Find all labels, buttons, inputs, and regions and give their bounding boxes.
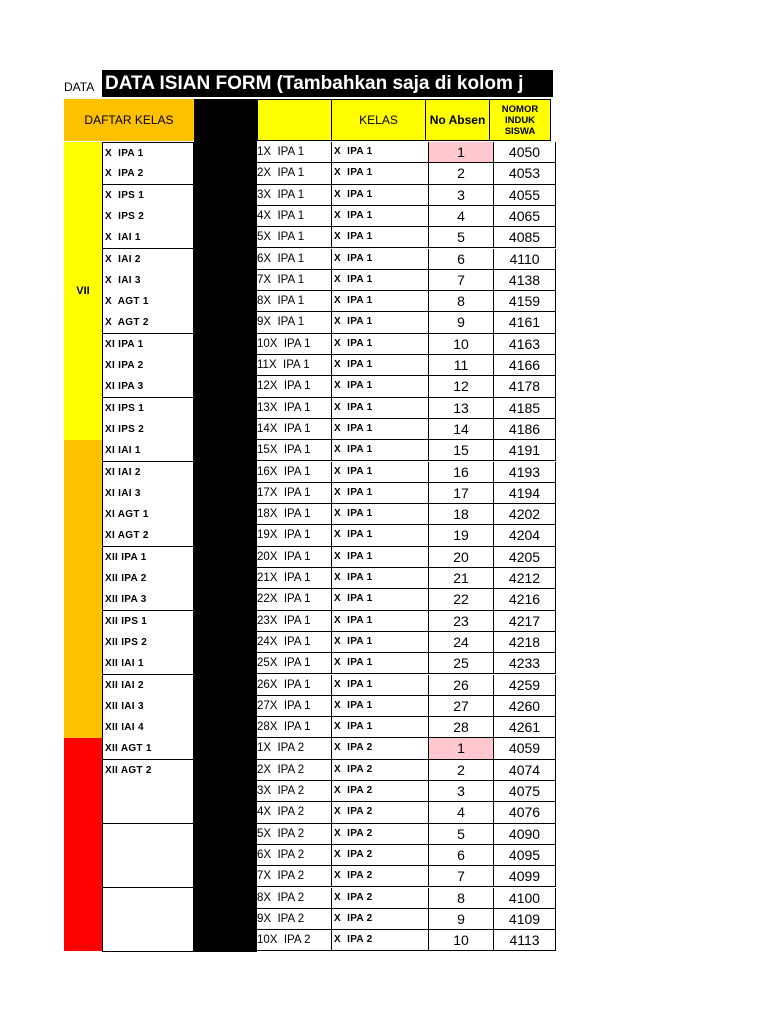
- nis-cell[interactable]: 4163: [493, 334, 556, 355]
- table-row: [257, 227, 556, 248]
- key-cell[interactable]: 3X IPA 1: [257, 185, 331, 206]
- key-cell[interactable]: 26X IPA 1: [257, 675, 331, 696]
- kelas-cell[interactable]: X IPA 1: [331, 483, 428, 504]
- no-absen-cell[interactable]: 9: [428, 909, 493, 930]
- no-absen-cell[interactable]: 12: [428, 376, 493, 397]
- key-cell[interactable]: 17X IPA 1: [257, 483, 331, 504]
- table-row: [257, 717, 556, 738]
- table-row: [257, 888, 556, 909]
- nis-cell[interactable]: 4075: [493, 781, 556, 802]
- key-cell[interactable]: 11X IPA 1: [257, 355, 331, 376]
- key-cell[interactable]: 19X IPA 1: [257, 525, 331, 546]
- table-row: [257, 845, 556, 866]
- key-cell[interactable]: 3X IPA 2: [257, 781, 331, 802]
- nis-cell[interactable]: 4095: [493, 845, 556, 866]
- table-row: [257, 738, 556, 759]
- daftar-kelas-item: X IPA 1: [102, 142, 194, 164]
- kelas-cell[interactable]: X IPA 1: [331, 163, 428, 184]
- key-cell[interactable]: 8X IPA 2: [257, 888, 331, 909]
- daftar-kelas-item: [102, 866, 194, 888]
- nis-cell[interactable]: 4185: [493, 398, 556, 419]
- nis-cell[interactable]: 4186: [493, 419, 556, 440]
- nis-cell[interactable]: 4099: [493, 866, 556, 887]
- table-row: [257, 781, 556, 802]
- nis-cell[interactable]: 4218: [493, 632, 556, 653]
- key-cell[interactable]: 24X IPA 1: [257, 632, 331, 653]
- key-cell[interactable]: 13X IPA 1: [257, 398, 331, 419]
- nis-cell[interactable]: 4212: [493, 568, 556, 589]
- kelas-cell[interactable]: X IPA 1: [331, 547, 428, 568]
- kelas-cell[interactable]: X IPA 1: [331, 206, 428, 227]
- key-cell[interactable]: 4X IPA 1: [257, 206, 331, 227]
- header-kelas: KELAS: [331, 99, 426, 141]
- table-row: [257, 249, 556, 270]
- kelas-cell[interactable]: X IPA 2: [331, 824, 428, 845]
- nis-cell[interactable]: 4109: [493, 909, 556, 930]
- table-row: [257, 547, 556, 568]
- nis-cell[interactable]: 4085: [493, 227, 556, 248]
- kelas-cell[interactable]: X IPA 2: [331, 802, 428, 823]
- key-cell[interactable]: 5X IPA 2: [257, 824, 331, 845]
- kelas-cell[interactable]: X IPA 1: [331, 589, 428, 610]
- table-row: [257, 270, 556, 291]
- daftar-kelas-item: XII IAI 1: [102, 653, 194, 675]
- nis-cell[interactable]: 4055: [493, 185, 556, 206]
- key-cell[interactable]: 9X IPA 2: [257, 909, 331, 930]
- daftar-kelas-item: [102, 802, 194, 824]
- table-row: [257, 185, 556, 206]
- key-cell[interactable]: 4X IPA 2: [257, 802, 331, 823]
- no-absen-cell[interactable]: 27: [428, 696, 493, 717]
- header-no-absen: No Absen: [425, 99, 490, 141]
- key-cell[interactable]: 2X IPA 1: [257, 163, 331, 184]
- key-cell[interactable]: 21X IPA 1: [257, 568, 331, 589]
- kelas-cell[interactable]: X IPA 2: [331, 781, 428, 802]
- key-cell[interactable]: 25X IPA 1: [257, 653, 331, 674]
- no-absen-cell[interactable]: 22: [428, 589, 493, 610]
- kelas-cell[interactable]: X IPA 1: [331, 419, 428, 440]
- kelas-cell[interactable]: X IPA 1: [331, 696, 428, 717]
- key-cell[interactable]: 7X IPA 1: [257, 270, 331, 291]
- nis-cell[interactable]: 4059: [493, 738, 556, 759]
- nis-cell[interactable]: 4233: [493, 653, 556, 674]
- kelas-cell[interactable]: X IPA 1: [331, 142, 428, 163]
- no-absen-cell[interactable]: 25: [428, 653, 493, 674]
- no-absen-cell[interactable]: 26: [428, 675, 493, 696]
- daftar-kelas-item: X AGT 1: [102, 291, 194, 313]
- no-absen-cell[interactable]: 13: [428, 398, 493, 419]
- table-row: [257, 909, 556, 930]
- daftar-kelas-item: X IAI 2: [102, 249, 194, 271]
- group-band: [64, 738, 102, 951]
- no-absen-cell[interactable]: 23: [428, 611, 493, 632]
- daftar-kelas-item: XI IPA 1: [102, 334, 194, 356]
- no-absen-cell[interactable]: 10: [428, 334, 493, 355]
- daftar-kelas-item: XII IPA 1: [102, 547, 194, 569]
- header-nomor-induk: NOMOR INDUK SISWA: [489, 99, 551, 141]
- table-row: [257, 632, 556, 653]
- no-absen-cell[interactable]: 1: [428, 738, 493, 759]
- black-column: [194, 99, 257, 952]
- key-cell[interactable]: 15X IPA 1: [257, 440, 331, 461]
- nis-cell[interactable]: 4113: [493, 930, 556, 951]
- no-absen-cell[interactable]: 3: [428, 781, 493, 802]
- nis-cell[interactable]: 4138: [493, 270, 556, 291]
- kelas-cell[interactable]: X IPA 1: [331, 249, 428, 270]
- kelas-cell[interactable]: X IPA 1: [331, 185, 428, 206]
- table-row: [257, 653, 556, 674]
- key-cell[interactable]: 1X IPA 1: [257, 142, 331, 163]
- no-absen-cell[interactable]: 8: [428, 291, 493, 312]
- table-row: [257, 525, 556, 546]
- table-row: [257, 440, 556, 461]
- kelas-cell[interactable]: X IPA 1: [331, 568, 428, 589]
- table-row: [257, 312, 556, 333]
- daftar-kelas-item: XII AGT 1: [102, 738, 194, 760]
- key-cell[interactable]: 28X IPA 1: [257, 717, 331, 738]
- daftar-kelas-item: XI IPS 2: [102, 419, 194, 441]
- no-absen-cell[interactable]: 6: [428, 249, 493, 270]
- daftar-kelas-item: XI AGT 1: [102, 504, 194, 526]
- nis-cell[interactable]: 4261: [493, 717, 556, 738]
- daftar-kelas-item: XII IAI 2: [102, 675, 194, 697]
- daftar-kelas-item: XI IPA 3: [102, 376, 194, 398]
- nis-cell[interactable]: 4259: [493, 675, 556, 696]
- no-absen-cell[interactable]: 28: [428, 717, 493, 738]
- no-absen-cell[interactable]: 2: [428, 163, 493, 184]
- nis-cell[interactable]: 4166: [493, 355, 556, 376]
- no-absen-cell[interactable]: 5: [428, 227, 493, 248]
- group-band: VII: [64, 142, 102, 440]
- daftar-kelas-item: X AGT 2: [102, 312, 194, 334]
- no-absen-cell[interactable]: 19: [428, 525, 493, 546]
- kelas-cell[interactable]: X IPA 1: [331, 675, 428, 696]
- kelas-cell[interactable]: X IPA 1: [331, 312, 428, 333]
- kelas-cell[interactable]: X IPA 2: [331, 738, 428, 759]
- table-row: [257, 376, 556, 397]
- kelas-cell[interactable]: X IPA 1: [331, 462, 428, 483]
- kelas-cell[interactable]: X IPA 1: [331, 653, 428, 674]
- daftar-kelas-item: [102, 824, 194, 846]
- kelas-cell[interactable]: X IPA 2: [331, 909, 428, 930]
- no-absen-cell[interactable]: 21: [428, 568, 493, 589]
- table-row: [257, 419, 556, 440]
- key-cell[interactable]: 2X IPA 2: [257, 760, 331, 781]
- daftar-kelas-item: XI AGT 2: [102, 525, 194, 547]
- daftar-kelas-item: X IPS 1: [102, 185, 194, 207]
- key-cell[interactable]: 5X IPA 1: [257, 227, 331, 248]
- daftar-kelas-item: X IPS 2: [102, 206, 194, 228]
- table-row: [257, 930, 556, 951]
- kelas-cell[interactable]: X IPA 2: [331, 930, 428, 951]
- no-absen-cell[interactable]: 17: [428, 483, 493, 504]
- key-cell[interactable]: 6X IPA 1: [257, 249, 331, 270]
- daftar-kelas-item: [102, 781, 194, 803]
- nis-cell[interactable]: 4202: [493, 504, 556, 525]
- kelas-cell[interactable]: X IPA 1: [331, 504, 428, 525]
- no-absen-cell[interactable]: 6: [428, 845, 493, 866]
- nis-cell[interactable]: 4100: [493, 888, 556, 909]
- daftar-kelas-item: [102, 888, 194, 910]
- table-row: [257, 504, 556, 525]
- kelas-cell[interactable]: X IPA 1: [331, 270, 428, 291]
- nis-cell[interactable]: 4260: [493, 696, 556, 717]
- nis-cell[interactable]: 4178: [493, 376, 556, 397]
- nis-cell[interactable]: 4205: [493, 547, 556, 568]
- no-absen-cell[interactable]: 10: [428, 930, 493, 951]
- key-cell[interactable]: 7X IPA 2: [257, 866, 331, 887]
- kelas-cell[interactable]: X IPA 2: [331, 845, 428, 866]
- no-absen-cell[interactable]: 4: [428, 206, 493, 227]
- nis-cell[interactable]: 4076: [493, 802, 556, 823]
- nis-cell[interactable]: 4204: [493, 525, 556, 546]
- table-row: [257, 760, 556, 781]
- key-cell[interactable]: 6X IPA 2: [257, 845, 331, 866]
- nis-cell[interactable]: 4217: [493, 611, 556, 632]
- no-absen-cell[interactable]: 1: [428, 142, 493, 163]
- nis-cell[interactable]: 4050: [493, 142, 556, 163]
- table-row: [257, 696, 556, 717]
- table-row: [257, 398, 556, 419]
- table-row: [257, 866, 556, 887]
- no-absen-cell[interactable]: 9: [428, 312, 493, 333]
- table-row: [257, 568, 556, 589]
- daftar-kelas-item: X IAI 1: [102, 227, 194, 249]
- nis-cell[interactable]: 4216: [493, 589, 556, 610]
- key-cell[interactable]: 8X IPA 1: [257, 291, 331, 312]
- nis-cell[interactable]: 4159: [493, 291, 556, 312]
- kelas-cell[interactable]: X IPA 2: [331, 866, 428, 887]
- key-cell[interactable]: 10X IPA 1: [257, 334, 331, 355]
- no-absen-cell[interactable]: 5: [428, 824, 493, 845]
- daftar-kelas-item: X IAI 3: [102, 270, 194, 292]
- table-row: [257, 611, 556, 632]
- table-row: [257, 824, 556, 845]
- nis-cell[interactable]: 4161: [493, 312, 556, 333]
- nis-cell[interactable]: 4191: [493, 440, 556, 461]
- table-row: [257, 462, 556, 483]
- kelas-cell[interactable]: X IPA 1: [331, 291, 428, 312]
- key-cell[interactable]: 20X IPA 1: [257, 547, 331, 568]
- key-cell[interactable]: 23X IPA 1: [257, 611, 331, 632]
- kelas-cell[interactable]: X IPA 1: [331, 440, 428, 461]
- sheet-label: DATA: [64, 80, 95, 94]
- table-row: [257, 206, 556, 227]
- daftar-kelas-item: XI IPS 1: [102, 398, 194, 420]
- kelas-cell[interactable]: X IPA 1: [331, 525, 428, 546]
- table-row: [257, 802, 556, 823]
- daftar-kelas-item: XII IPS 1: [102, 611, 194, 633]
- daftar-kelas-item: XII IPS 2: [102, 632, 194, 654]
- daftar-kelas-item: XII IAI 4: [102, 717, 194, 739]
- no-absen-cell[interactable]: 3: [428, 185, 493, 206]
- nis-cell[interactable]: 4110: [493, 249, 556, 270]
- table-row: [257, 163, 556, 184]
- kelas-cell[interactable]: X IPA 1: [331, 398, 428, 419]
- key-cell[interactable]: 12X IPA 1: [257, 376, 331, 397]
- daftar-kelas-item: XI IAI 3: [102, 483, 194, 505]
- no-absen-cell[interactable]: 15: [428, 440, 493, 461]
- table-row: [257, 291, 556, 312]
- no-absen-cell[interactable]: 18: [428, 504, 493, 525]
- daftar-kelas-item: XI IAI 1: [102, 440, 194, 462]
- nis-cell[interactable]: 4194: [493, 483, 556, 504]
- nis-cell[interactable]: 4053: [493, 163, 556, 184]
- daftar-kelas-item: XI IAI 2: [102, 462, 194, 484]
- daftar-kelas-item: XI IPA 2: [102, 355, 194, 377]
- key-cell[interactable]: 1X IPA 2: [257, 738, 331, 759]
- nis-cell[interactable]: 4193: [493, 462, 556, 483]
- nis-cell[interactable]: 4090: [493, 824, 556, 845]
- kelas-cell[interactable]: X IPA 2: [331, 760, 428, 781]
- daftar-kelas-item: [102, 845, 194, 867]
- no-absen-cell[interactable]: 8: [428, 888, 493, 909]
- kelas-cell[interactable]: X IPA 1: [331, 227, 428, 248]
- kelas-cell[interactable]: X IPA 1: [331, 632, 428, 653]
- no-absen-cell[interactable]: 4: [428, 802, 493, 823]
- kelas-cell[interactable]: X IPA 1: [331, 717, 428, 738]
- daftar-kelas-item: XII AGT 2: [102, 760, 194, 782]
- daftar-kelas-item: XII IPA 2: [102, 568, 194, 590]
- no-absen-cell[interactable]: 20: [428, 547, 493, 568]
- kelas-cell[interactable]: X IPA 2: [331, 888, 428, 909]
- daftar-kelas-item: [102, 909, 194, 931]
- key-cell[interactable]: 9X IPA 1: [257, 312, 331, 333]
- nis-cell[interactable]: 4065: [493, 206, 556, 227]
- table-row: [257, 675, 556, 696]
- table-row: [257, 355, 556, 376]
- kelas-cell[interactable]: X IPA 1: [331, 334, 428, 355]
- key-cell[interactable]: 27X IPA 1: [257, 696, 331, 717]
- daftar-kelas-item: X IPA 2: [102, 163, 194, 185]
- kelas-cell[interactable]: X IPA 1: [331, 376, 428, 397]
- key-cell[interactable]: 14X IPA 1: [257, 419, 331, 440]
- no-absen-cell[interactable]: 11: [428, 355, 493, 376]
- daftar-kelas-item: XII IPA 3: [102, 589, 194, 611]
- key-cell[interactable]: 16X IPA 1: [257, 462, 331, 483]
- key-cell[interactable]: 22X IPA 1: [257, 589, 331, 610]
- nis-cell[interactable]: 4074: [493, 760, 556, 781]
- no-absen-cell[interactable]: 2: [428, 760, 493, 781]
- kelas-cell[interactable]: X IPA 1: [331, 355, 428, 376]
- key-cell[interactable]: 10X IPA 2: [257, 930, 331, 951]
- no-absen-cell[interactable]: 7: [428, 866, 493, 887]
- kelas-cell[interactable]: X IPA 1: [331, 611, 428, 632]
- group-band: [64, 440, 102, 738]
- key-cell[interactable]: 18X IPA 1: [257, 504, 331, 525]
- no-absen-cell[interactable]: 16: [428, 462, 493, 483]
- form-title: DATA ISIAN FORM (Tambahkan saja di kolom j: [102, 70, 553, 97]
- table-row: [257, 483, 556, 504]
- no-absen-cell[interactable]: 14: [428, 419, 493, 440]
- header-key: [257, 99, 332, 141]
- table-row: [257, 589, 556, 610]
- no-absen-cell[interactable]: 24: [428, 632, 493, 653]
- table-row: [257, 334, 556, 355]
- daftar-kelas-item: XII IAI 3: [102, 696, 194, 718]
- daftar-kelas-item: [102, 930, 194, 952]
- table-row: [257, 142, 556, 163]
- header-daftar-kelas: DAFTAR KELAS: [64, 99, 194, 141]
- no-absen-cell[interactable]: 7: [428, 270, 493, 291]
